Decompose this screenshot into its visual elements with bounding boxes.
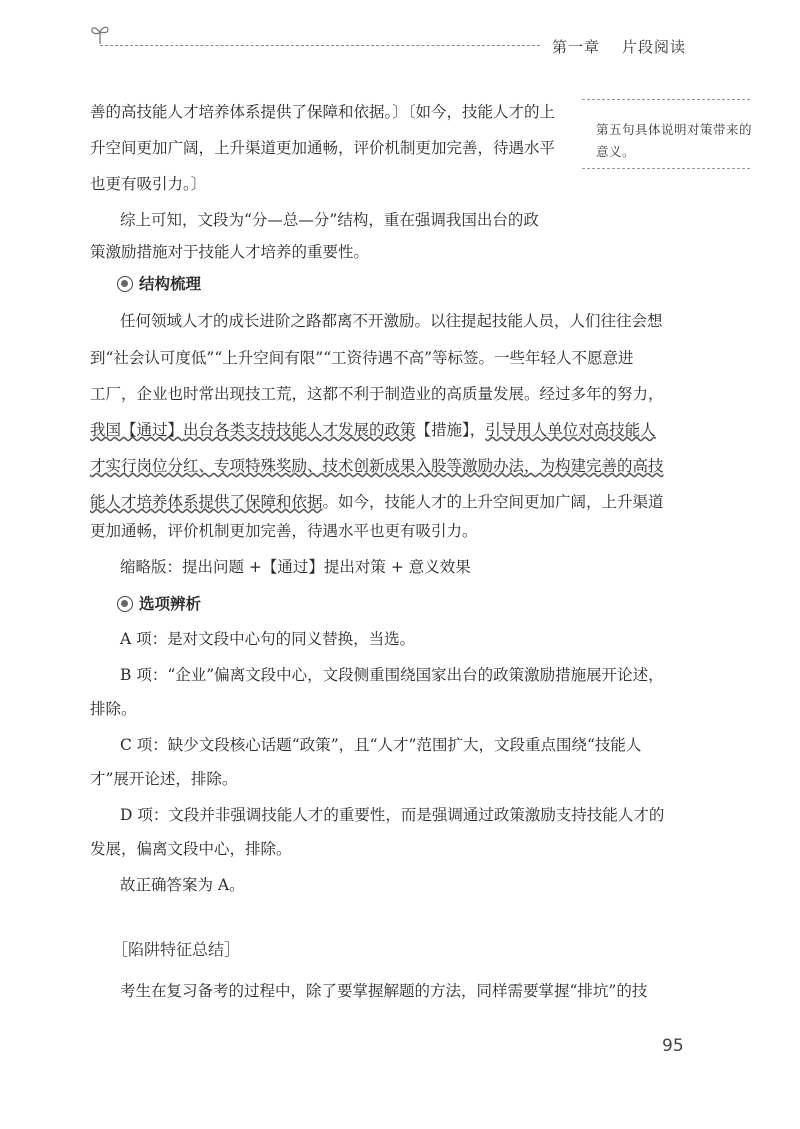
structure-line: 更加通畅，评价机制更加完善，待遇水平也更有吸引力。	[90, 522, 478, 540]
option-d: D 项：文段并非强调技能人才的重要性，而是强调通过政策激励支持技能人才的	[120, 806, 665, 824]
structure-line	[90, 418, 656, 440]
options-heading	[117, 592, 201, 614]
structure-heading-text: 结构梳理	[139, 275, 202, 293]
conclusion-line: 综上可知，文段为“分—总—分”结构，重在强调我国出台的政	[120, 211, 539, 229]
options-heading-text: 选项辨析	[139, 595, 202, 613]
trap-summary-text: 考生在复习备考的过程中，除了要掌握解题的方法，同样需要掌握“排坑”的技	[120, 982, 648, 1000]
answer-line: 故正确答案为 A。	[120, 876, 245, 894]
structure-line	[90, 454, 664, 476]
section-bullet-icon	[117, 596, 133, 612]
underlined-text: 我国【通过】	[90, 421, 184, 439]
text-span: 【措施】，	[415, 421, 486, 439]
option-a: A 项：是对文段中心句的同义替换，当选。	[120, 630, 416, 648]
underlined-text: 才实行岗位分红、专项特殊奖励、技术创新成果入股等激励办法	[90, 457, 525, 475]
page-number: 95	[662, 1036, 684, 1056]
running-header	[552, 36, 686, 57]
option-c: C 项：缺少文段核心话题“政策”，且“人才”范围扩大，文段重点围绕“技能人	[120, 736, 642, 754]
chapter-label: 第一章	[552, 38, 601, 56]
structure-line: 任何领域人才的成长进阶之路都离不开激励。以往提起技能人员，人们往往会想	[120, 312, 663, 330]
paragraph-line: 善的高技能人才培养体系提供了保障和依据。〕〔如今，技能人才的上	[90, 103, 556, 121]
text-span: 。如今，技能人才的上升空间更加广阔，上升渠道	[322, 493, 664, 511]
section-label: 片段阅读	[622, 38, 687, 56]
option-c-cont: 才”展开论述，排除。	[90, 770, 238, 788]
option-b-cont: 排除。	[90, 700, 137, 718]
underlined-text: ，为构建完善的高技	[524, 457, 664, 475]
structure-line	[90, 490, 664, 512]
structure-line: 工厂，企业也时常出现技工荒，这都不利于制造业的高质量发展。经过多年的努力，	[90, 385, 664, 403]
paragraph-line: 也更有吸引力。〕	[90, 175, 207, 193]
underlined-text: 能人才培养体系提供了保障和依据	[90, 493, 323, 511]
option-b: B 项：“企业”偏离文段中心，文段侧重围绕国家出台的政策激励措施展开论述，	[120, 666, 664, 684]
structure-summary: 缩略版：提出问题 +【通过】提出对策 + 意义效果	[120, 558, 471, 576]
section-bullet-icon	[117, 276, 133, 292]
underlined-text: 出台各类支持技能人才发展的政策	[183, 421, 416, 439]
trap-summary-title: ［陷阱特征总结］	[112, 940, 241, 959]
underlined-text: 引导用人单位对高技能人	[485, 421, 656, 439]
option-d-cont: 发展，偏离文段中心，排除。	[90, 840, 292, 858]
side-note: 第五句具体说明对策带来的意义。	[596, 122, 753, 159]
header-rule	[100, 45, 540, 46]
paragraph-line: 升空间更加广阔，上升渠道更加通畅，评价机制更加完善，待遇水平	[90, 139, 556, 157]
structure-heading	[117, 272, 201, 294]
structure-line: 到“社会认可度低”“上升空间有限”“工资待遇不高”等标签。一些年轻人不愿意进	[90, 349, 634, 367]
conclusion-line: 策激励措施对于技能人才培养的重要性。	[90, 243, 370, 261]
sprout-icon	[88, 22, 112, 46]
